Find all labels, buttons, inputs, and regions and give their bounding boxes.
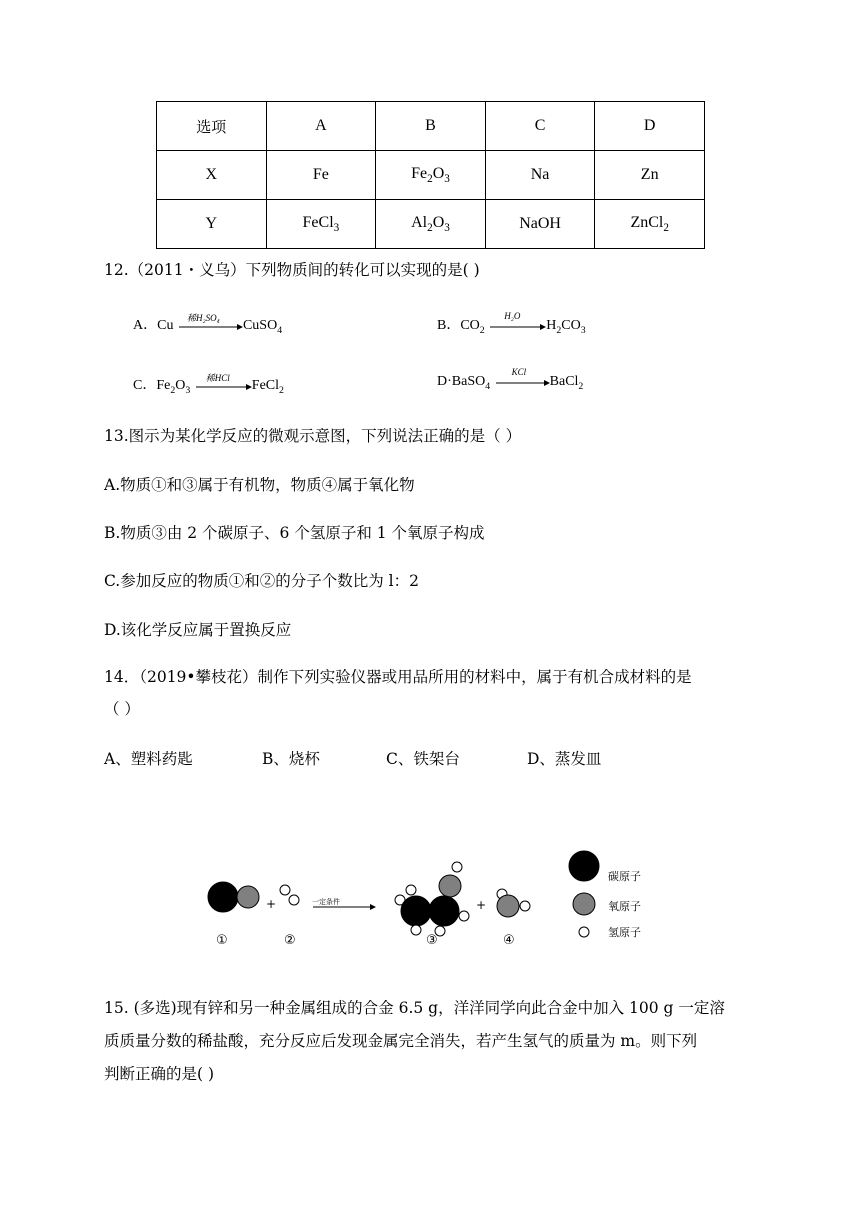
legend-oxygen-label: 氧原子 <box>608 900 641 913</box>
q14-option-a: A、塑料药匙 <box>104 750 193 768</box>
legend-carbon-icon <box>569 851 599 881</box>
q12-option-a: A．Cu 稀H₂SO₄ CuSO$_4$ <box>133 312 283 336</box>
legend-hydrogen-icon <box>579 927 589 937</box>
table-cell: B <box>376 102 486 151</box>
options-table <box>156 101 705 249</box>
label-substance-2: ② <box>284 933 296 948</box>
q12-option-c: C．$Fe_2O_3$ 稀HCl FeCl$_2$ <box>133 372 284 396</box>
table-row-x <box>157 151 705 200</box>
hydrogen-atom-icon <box>280 885 290 895</box>
q14-stem: 14．（2019•攀枝花）制作下列实验仪器或用品所用的材料中，属于有机合成材料的是 <box>104 668 692 686</box>
table-cell: X <box>157 151 267 200</box>
table-cell: ZnCl$_2$ <box>595 200 705 249</box>
table-cell: NaOH <box>485 200 595 249</box>
reaction-arrow-icon: H₂O <box>488 319 546 333</box>
reaction-arrow-icon: 稀HCl <box>194 379 252 393</box>
q12-option-b: B．$CO_2$ H₂O $H_2CO_3$ <box>437 310 586 336</box>
legend-oxygen-icon <box>573 893 595 915</box>
q13-option-b: B.物质③由 2 个碳原子、6 个氢原子和 1 个氧原子构成 <box>104 524 485 542</box>
hydrogen-atom-icon <box>411 925 421 935</box>
hydrogen-atom-icon <box>406 885 416 895</box>
table-cell: Na <box>485 151 595 200</box>
q14-option-c: C、铁架台 <box>386 750 460 768</box>
q13-option-a: A.物质①和③属于有机物，物质④属于氧化物 <box>104 476 415 494</box>
table-cell: Y <box>157 200 267 249</box>
reaction-condition: 一定条件 <box>312 898 340 906</box>
table-cell: Zn <box>595 151 705 200</box>
q15-line-2: 质质量分数的稀盐酸，充分反应后发现金属完全消失，若产生氢气的质量为 m。则下列 <box>104 1032 698 1050</box>
table-cell: D <box>595 102 705 151</box>
table-cell: $Al_2O_3$ <box>376 200 486 249</box>
plus-sign: + <box>266 897 277 911</box>
q14-option-d: D、蒸发皿 <box>527 750 602 768</box>
q13-option-c: C.参加反应的物质①和②的分子个数比为 l：2 <box>104 572 419 590</box>
table-cell: 选项 <box>157 102 267 151</box>
q12-stem: 12.（2011・义乌）下列物质间的转化可以实现的是( ) <box>104 261 480 279</box>
q13-stem: 13.图示为某化学反应的微观示意图，下列说法正确的是（ ） <box>104 427 522 445</box>
q12-option-d: D·BaSO$_4$ KCl BaCl$_2$ <box>437 366 584 392</box>
legend-hydrogen-label: 氢原子 <box>608 926 641 939</box>
label-substance-1: ① <box>216 933 228 948</box>
table-header-row <box>157 102 705 151</box>
table-row-y <box>157 200 705 249</box>
carbon-atom-icon <box>429 896 459 926</box>
table-cell: C <box>485 102 595 151</box>
legend-carbon-label: 碳原子 <box>608 870 641 883</box>
carbon-atom-icon <box>208 882 238 912</box>
oxygen-atom-icon <box>237 886 259 908</box>
label-substance-4: ④ <box>503 933 515 948</box>
oxygen-atom-icon <box>497 895 519 917</box>
q14-option-b: B、烧杯 <box>262 750 320 768</box>
oxygen-atom-icon <box>439 875 461 897</box>
q15-line-3: 判断正确的是( ) <box>104 1065 215 1083</box>
arrow-head-icon <box>370 904 376 910</box>
q14-stem-blank: （ ） <box>104 700 140 718</box>
label-substance-3: ③ <box>426 933 438 948</box>
q13-option-d: D.该化学反应属于置换反应 <box>104 621 292 639</box>
plus-sign: + <box>476 898 487 912</box>
hydrogen-atom-icon <box>452 862 462 872</box>
hydrogen-atom-icon <box>459 911 469 921</box>
reaction-arrow-icon: 稀H₂SO₄ <box>177 319 243 333</box>
carbon-atom-icon <box>401 896 431 926</box>
table-cell: A <box>266 102 376 151</box>
table-cell: Fe <box>266 151 376 200</box>
hydrogen-atom-icon <box>289 895 299 905</box>
reaction-arrow-icon: KCl <box>494 375 550 389</box>
table-cell: FeCl$_3$ <box>266 200 376 249</box>
q15-line-1: 15. (多选)现有锌和另一种金属组成的合金 6.5 g，洋洋同学向此合金中加入 100 g 一定溶 <box>104 999 725 1017</box>
table-cell: $Fe_2O_3$ <box>376 151 486 200</box>
hydrogen-atom-icon <box>520 901 530 911</box>
